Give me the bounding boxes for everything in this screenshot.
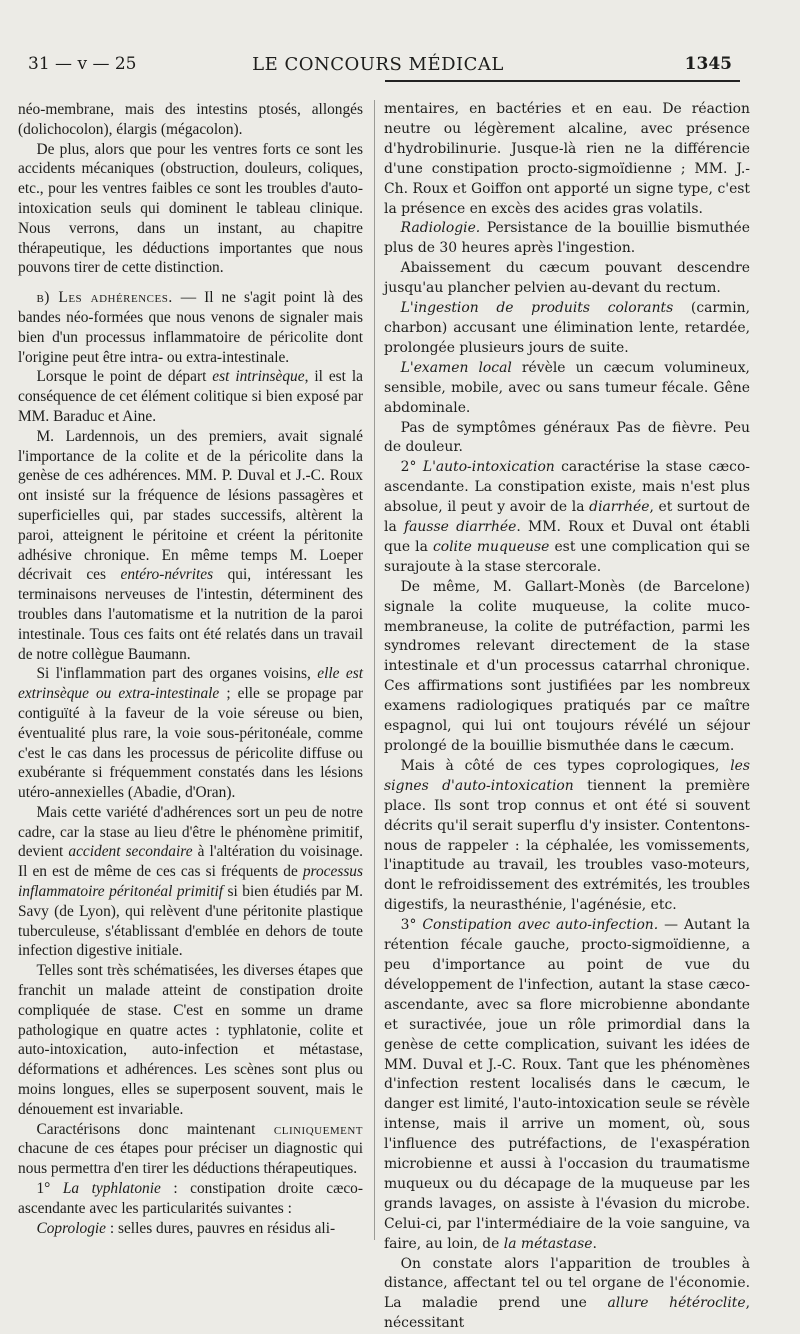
text-run: caractérise la stase cæco-ascendante. La constipation existe, mais n'est plus absolue, il peut y avoir de la — [384, 459, 750, 516]
text-run: , il est la conséquence de cet élément colitique si bien exposé par MM. Baraduc et Aine. — [18, 368, 363, 425]
italic-text: Coprologie — [36, 1219, 107, 1237]
text-run: 3° — [400, 917, 423, 934]
italic-text: La typhlatonie — [62, 1180, 161, 1198]
paragraph — [384, 299, 750, 359]
paragraph — [18, 367, 363, 426]
page-number: 1345 — [684, 54, 732, 74]
italic-text: colite muqueuse — [432, 538, 550, 555]
text-run: (carmin, charbon) accusant une élimination lente, retardée, prolongée plusieurs jours de suite. — [384, 300, 751, 356]
italic-text: diarrhée — [589, 499, 650, 516]
text-run: 2° — [400, 459, 423, 476]
paragraph: Pas de symptômes généraux Pas de fièvre. Peu de douleur. — [384, 419, 750, 456]
text-run: — Il ne s'agit point là des bandes néo-formées que nous venons de signaler mais bien d'un processus inflammatoire de péricolite dont l'origine peut être intra- ou extra-intestinale. — [18, 289, 364, 366]
paragraph — [384, 458, 750, 577]
italic-text: L'auto-intoxication — [422, 459, 555, 476]
text-run: est une complication qui se surajoute à la stase stercorale. — [384, 538, 750, 575]
section-label: b) Les adhérences. — [36, 289, 173, 307]
paragraph — [384, 219, 750, 259]
text-run: tiennent la première place. Ils sont trop connus et ont été si souvent décrits qu'il serait superflu d'y insister. Contentons-nous de rappeler : la céphalée, les vomissements, l'inaptitude au travail, les troubles vaso-moteurs, dont le refroidissement des extrémités, les troubles digestifs, la neurasthénie, l'agénésie, etc. — [384, 777, 750, 914]
header-rule — [385, 80, 740, 82]
text-run: Caractérisons donc maintenant — [36, 1120, 274, 1138]
text-run: si bien étudiés par M. Savy (de Lyon), qui relèvent d'une péritonite plastique tuberculeuse, s'établissant d'emblée en dehors de toute infection digestive initiale. — [18, 883, 363, 960]
left-column — [18, 100, 363, 1238]
italic-text: entéro-névrites — [120, 566, 214, 584]
paragraph — [384, 359, 750, 419]
italic-text: les signes d'auto-intoxication — [384, 757, 750, 794]
page-header — [28, 54, 732, 80]
text-run: révèle un cæcum volumineux, sensible, mobile, avec ou sans tumeur fécale. Gêne abdominale. — [384, 359, 750, 416]
paragraph — [384, 1255, 750, 1334]
text-run: . — [592, 1235, 597, 1252]
text-run: à l'altération du voisinage. Il en est de même de ces cas si fréquents de — [18, 843, 364, 881]
issue-reference: 31 — v — 25 — [28, 54, 137, 74]
text-run: 1° — [36, 1180, 63, 1198]
italic-text: est intrinsèque — [212, 368, 305, 386]
paragraph — [384, 757, 750, 916]
text-run: Mais à côté de ces types coprologiques, — [400, 757, 731, 774]
right-column — [384, 100, 750, 1334]
paragraph — [18, 1179, 363, 1219]
text-run: : selles dures, pauvres en résidus ali- — [106, 1219, 336, 1237]
text-run: , et surtout de la — [384, 499, 750, 536]
italic-text: Radiologie. — [400, 220, 481, 237]
text-run: Mais cette variété d'adhérences sort un peu de notre cadre, car la stase au lieu d'être le phénomène primitif, devient — [18, 803, 363, 861]
text-run: ; elle se propage par contiguïté à la faveur de la voie séreuse ou bien, éventualité plus rare, la voie sous-péritonéale, comme c'est le cas dans les processus de péricolite diffuse ou exubérante si fréquemment constatés dans les lésions utéro-annexielles (Abadie, d'Oran). — [18, 685, 363, 802]
text-run: . MM. Roux et Duval ont établi que la — [384, 519, 750, 555]
paragraph: De plus, alors que pour les ventres forts ce sont les accidents mécaniques (obstruction, douleurs, coliques, etc., pour les ventres faibles ce sont les troubles d'auto-intoxication seuls qui dominent le tableau clinique. Nous verrons, dans un instant, au chapitre thérapeutique, les déductions importantes que nous pouvons tirer de cette distinction. — [18, 140, 363, 277]
text-run: , nécessitant — [384, 1295, 750, 1332]
text-run: Si l'inflammation part des organes voisins, — [36, 665, 318, 683]
text-run: chacune de ces étapes pour préciser un diagnostic qui nous permettra d'en tirer les déductions thérapeutiques. — [18, 1140, 363, 1178]
paragraph: Telles sont très schématisées, les diverses étapes que franchit un malade atteint de constipation droite compliquée de stase. C'est en somme un drame pathologique en quatre actes : typhlatonie, colite et auto-intoxication, auto-infection et métastase, déformations et adhérences. Les scènes sont plus ou moins longues, elles se superposent souvent, mais le dénouement est invariable. — [18, 962, 363, 1118]
italic-text: L'examen local — [400, 359, 512, 376]
text-run: cliniquement — [273, 1120, 363, 1138]
journal-title: LE CONCOURS MÉDICAL — [252, 54, 504, 75]
paragraph: De même, M. Gallart-Monès (de Barcelone) signale la colite muqueuse, la colite muco-membraneuse, la colite de putréfaction, parmi les syndromes relevant directement de la stase intestinale et d'un processus catarrhal chronique. Ces affirmations sont justifiées par les nombreux examens radiologiques pratiqués par ce maître espagnol, qui lui ont toujours révélé un séjour prolongé de la bouillie bismuthée dans le cæcum. — [384, 578, 750, 754]
paragraph: Abaissement du cæcum pouvant descendre jusqu'au plancher pelvien au-devant du rectum. — [384, 260, 750, 297]
italic-text: L'ingestion de produits colorants — [400, 300, 674, 317]
paragraph — [18, 1120, 363, 1179]
paragraph-adherences — [18, 288, 363, 367]
text-run: On constate alors l'apparition de troubles à distance, affectant tel ou tel organe de l'économie. La maladie prend une — [384, 1255, 750, 1312]
text-run: Persistance de la bouillie bismuthée plus de 30 heures après l'ingestion. — [384, 220, 750, 257]
italic-text: allure hétéroclite — [607, 1295, 746, 1312]
text-run: qui, intéressant les terminaisons nerveuses de l'intestin, déterminent des troubles dans l'automatisme et la nutrition de la paroi intestinale. Tous ces faits ont été relatés dans un travail de notre collègue Baumann. — [18, 566, 363, 663]
italic-text: accident secondaire — [68, 843, 193, 861]
text-run: — Autant la rétention fécale gauche, procto-sigmoïdienne, a peu d'importance au point de vue du développement de l'infection, autant la stase cæco-ascendante, avec sa flore microbienne abondante et suractivée, joue un rôle primordial dans la genèse de cette complication, suivant les idées de MM. Duval et J.-C. Roux. Tant que les phénomènes d'infection restent localisés dans le cæcum, le danger est limité, l'auto-intoxication seule se révèle intense, mais il arrive un moment, où, sous l'influence des putréfactions, de l'exaspération microbienne et aussi à l'occasion du traumatisme muqueux ou du décapage de la muqueuse par les grands lavages, on assiste à l'évasion du microbe. Celui-ci, par l'intermédiaire de la voie sanguine, va faire, au loin, de — [384, 917, 750, 1252]
text-run: M. Lardennois, un des premiers, avait signalé l'importance de la colite et de la péricolite dans la genèse de ces adhérences. MM. P. Duval et J.-C. Roux ont insisté sur la fréquence de lésions passagères et superficielles qui, par stades successifs, altèrent la paroi, atteignent le péritoine et créent la péritonite adhésive chronique. En même temps M. Loeper décrivait ces — [18, 427, 363, 584]
italic-text: elle est extrinsèque ou extra-intestinale — [18, 665, 363, 703]
paragraph — [384, 916, 750, 1254]
paragraph: mentaires, en bactéries et en eau. De réaction neutre ou légèrement alcaline, avec présence d'hydrobilinurie. Jusque-là rien ne la différencie d'une constipation procto-sigmoïdienne ; MM. J.-Ch. Roux et Goiffon ont apporté un signe type, c'est la présence en excès des acides gras volatils. — [384, 101, 750, 217]
italic-text: la métastase — [503, 1235, 593, 1252]
text-run: : constipation droite cæco-ascendante avec les particularités suivantes : — [18, 1180, 363, 1217]
paragraph — [18, 1219, 363, 1239]
italic-text: processus inflammatoire péritonéal primitif — [18, 863, 363, 901]
paragraph — [18, 803, 363, 961]
italic-text: Constipation avec auto-infection. — [422, 917, 659, 934]
italic-text: fausse diarrhée — [403, 519, 517, 536]
paragraph — [18, 664, 363, 803]
paragraph — [18, 427, 363, 665]
text-run: Lorsque le point de départ — [36, 368, 213, 386]
column-divider — [374, 100, 375, 1240]
paragraph: néo-membrane, mais des intestins ptosés, allongés (dolichocolon), élargis (mégacolon). — [18, 101, 363, 138]
